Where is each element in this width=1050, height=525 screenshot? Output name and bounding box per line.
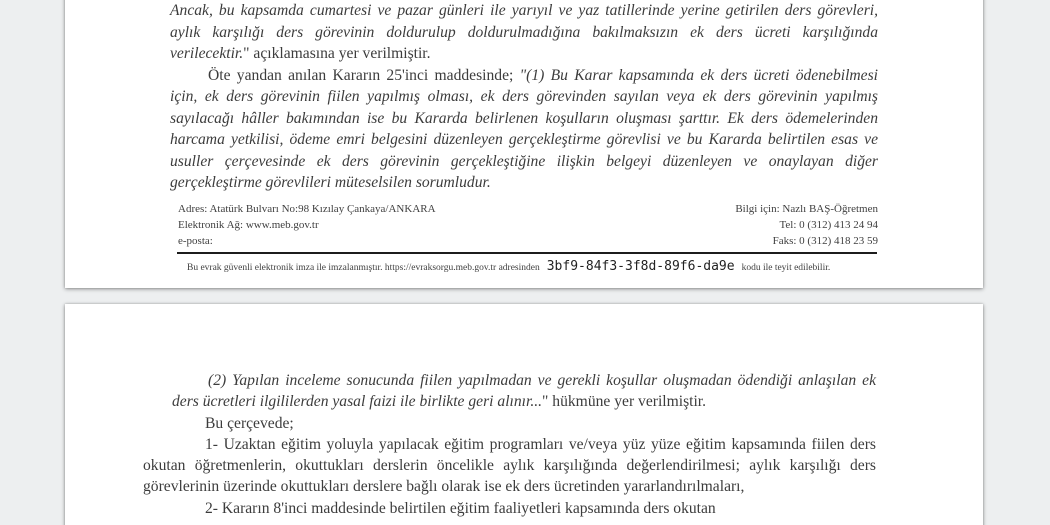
page1-body-text [170, 0, 878, 194]
footer-divider-rule [177, 252, 877, 254]
phone-line: Tel: 0 (312) 413 24 94 [779, 218, 878, 231]
document-page-2 [65, 304, 983, 525]
document-page-1 [65, 0, 983, 288]
list-item-1-paragraph: 1- Uzaktan eğitim yoluyla yapılacak eğitim programları ve/veya yüz yüze eğitim kapsamında fiilen ders okutan öğretmenlerin, okuttukları derslerin öncelikle aylık karşılığında değerlendirilmesi; aylık karşılığı ders görevlerinin üzerinde okuttukları derslere bağlı olarak ise ek ders ücretinden yararlandırılmaları, [143, 435, 876, 496]
address-line: Adres: Atatürk Bulvarı No:98 Kızılay Çankaya/ANKARA [178, 202, 436, 215]
article-25-quote-text: "(1) Bu Karar kapsamında ek ders ücreti ödenebilmesi için, ek ders görevinin fiilen yapılmış olması, ek ders görevinden sayılan veya ek ders görevinin yapılmış sayılacağı hâller bakımından ise bu Kararda belirlenen koşulların oluşması şarttır. Ek ders ödemelerinden harcama yetkilisi, ödeme emri belgesini düzenleyen gerçekleştirme görevlisi ve bu Kararda belirtilen esas ve usuller çerçevesinde ek ders görevinin gerçekleştiğine ilişkin belgeyi düzenleyen ve onaylayan diğer gerçekleştirme görevlileri müteselsilen sorumludur. [170, 66, 878, 191]
article-25-paragraph [170, 65, 878, 194]
page2-quote-block [172, 370, 876, 413]
fax-line: Faks: 0 (312) 418 23 59 [772, 234, 878, 247]
article-2-quote-text: (2) Yapılan inceleme sonucunda fiilen yapılmadan ve gerekli koşullar oluşmadan ödendiği anlaşılan ek ders ücretleri ilgililerden yasal faizi ile birlikte geri alınır... [172, 372, 876, 411]
e-signature-verification-line [187, 259, 983, 274]
address-block [178, 201, 436, 249]
article-2-closing-text: " hükmüne yer verilmiştir. [542, 393, 707, 411]
article-25-lead-text: Öte yandan anılan Kararın 25'inci maddesinde; [208, 66, 520, 84]
verification-prefix-text: Bu evrak güvenli elektronik imza ile imzalanmıştır. https://evraksorgu.meb.gov.tr adresinden [187, 262, 540, 273]
list-item-2-paragraph-partial: 2- Kararın 8'inci maddesinde belirtilen eğitim faaliyetleri kapsamında ders okutan [205, 499, 716, 517]
quote-continuation-paragraph [170, 0, 878, 65]
quote-italic-text: Ancak, bu kapsamda cumartesi ve pazar günleri ile yarıyıl ve yaz tatillerinde yerine getirilen ders görevleri, aylık karşılığı ders görevinin doldurulup doldurulmadığına bakılmaksızın ek ders ücreti karşılığında verilecektir. [170, 2, 878, 62]
electronic-network-line: Elektronik Ağ: www.meb.gov.tr [178, 218, 319, 231]
verification-suffix-text: kodu ile teyit edilebilir. [741, 262, 831, 273]
verification-code: 3bf9-84f3-3f8d-89f6-da9e [546, 258, 735, 274]
quote-closing-text: " açıklamasına yer verilmiştir. [243, 45, 431, 62]
email-line: e-posta: [178, 234, 213, 247]
framework-intro-line: Bu çerçevede; [205, 414, 294, 432]
article-2-paragraph [172, 370, 876, 413]
letter-footer [178, 201, 878, 249]
contact-block [735, 201, 878, 249]
info-contact-line: Bilgi için: Nazlı BAŞ-Öğretmen [735, 202, 878, 215]
page2-body-text [143, 413, 876, 519]
